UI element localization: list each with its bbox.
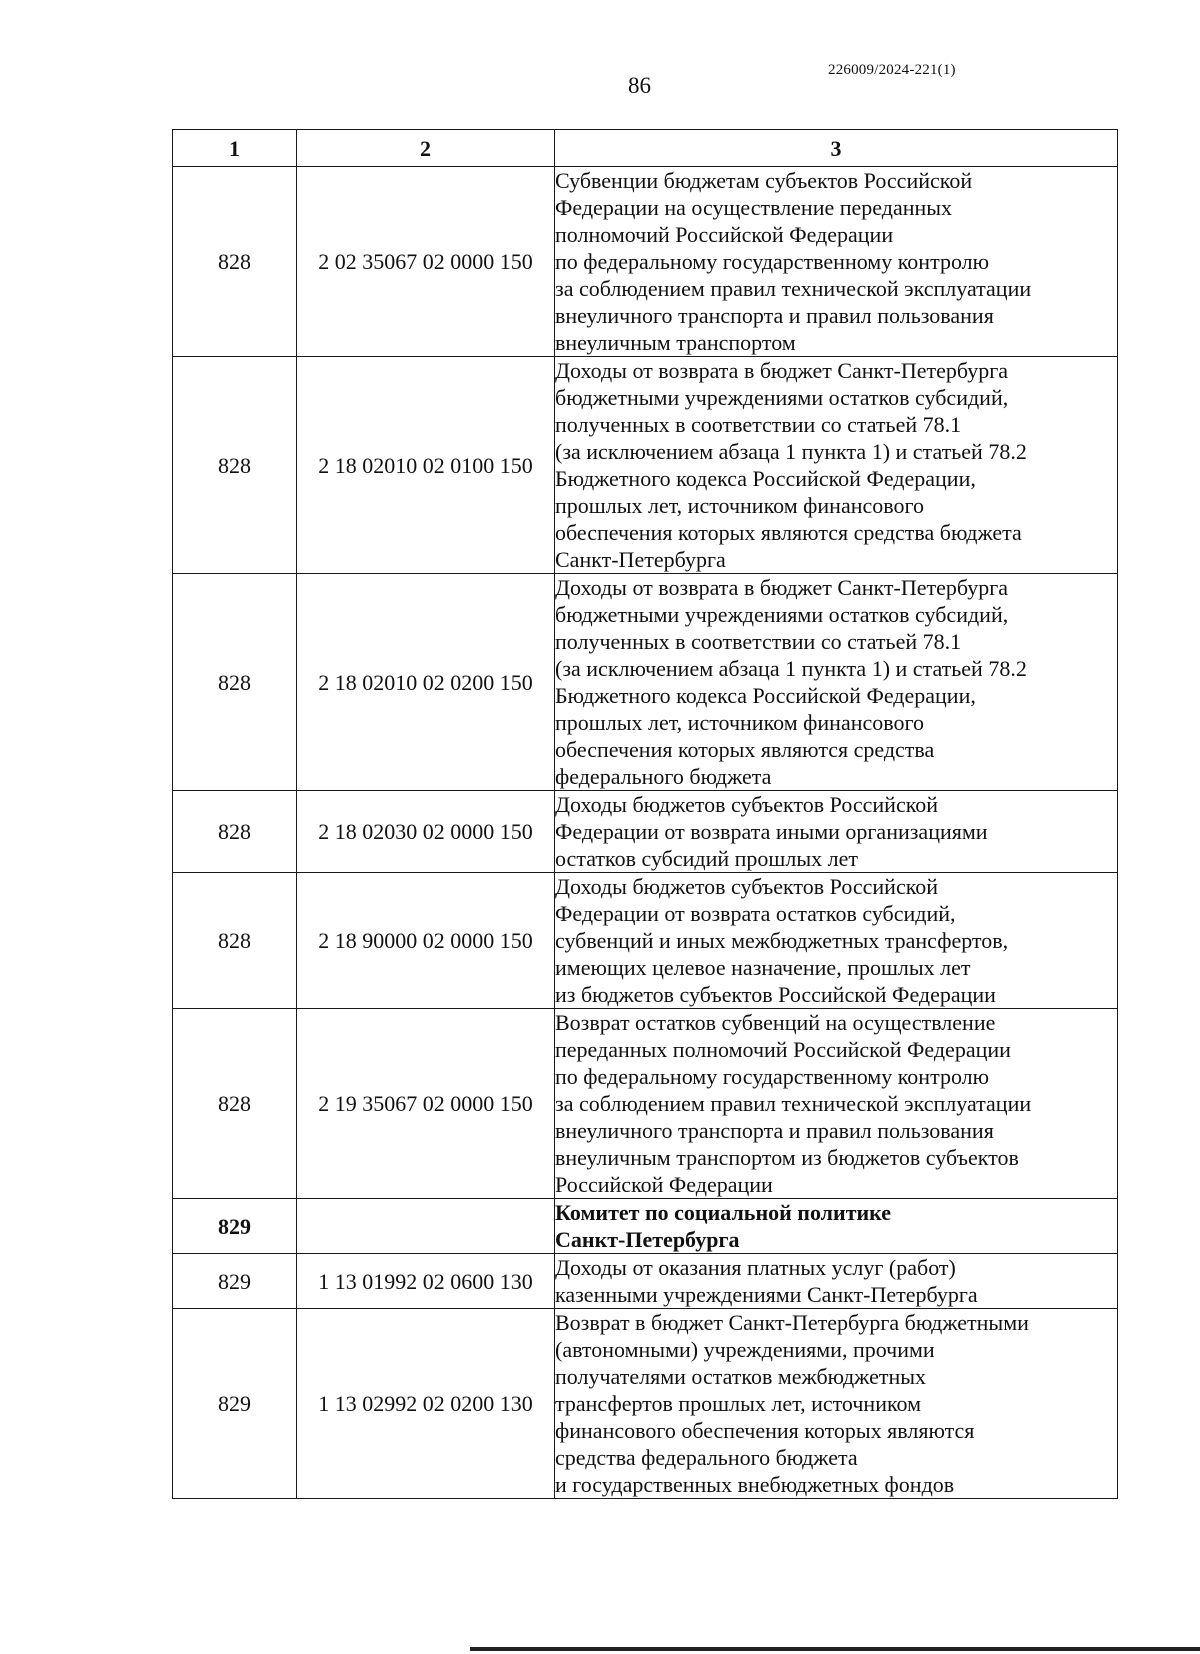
description-line: (за исключением абзаца 1 пункта 1) и статьей 78.2 xyxy=(555,439,1027,464)
budget-classification-code-cell: 2 02 35067 02 0000 150 xyxy=(297,167,555,357)
admin-code-cell: 828 xyxy=(173,1009,297,1199)
revenue-description-cell xyxy=(555,167,1118,357)
description-line: полученных в соответствии со статьей 78.1 xyxy=(555,629,962,654)
description-line: обеспечения которых являются средства xyxy=(555,737,935,762)
description-line: прошлых лет, источником финансового xyxy=(555,493,924,518)
description-line: Федерации от возврата иными организациями xyxy=(555,819,988,844)
revenue-description-cell xyxy=(555,1254,1118,1309)
budget-classification-code-cell: 2 18 02010 02 0100 150 xyxy=(297,357,555,574)
budget-revenue-table xyxy=(172,129,1118,1499)
table-row xyxy=(173,357,1118,574)
description-line: по федеральному государственному контролю xyxy=(555,249,990,274)
description-line: за соблюдением правил технической эксплуатации xyxy=(555,1091,1032,1116)
description-line: внеуличного транспорта и правил пользования xyxy=(555,1118,994,1143)
description-line: Бюджетного кодекса Российской Федерации, xyxy=(555,683,976,708)
description-line: внеуличным транспортом xyxy=(555,330,796,355)
page-number: 86 xyxy=(628,73,651,98)
admin-code-cell: 828 xyxy=(173,873,297,1009)
description-line: (за исключением абзаца 1 пункта 1) и статьей 78.2 xyxy=(555,656,1027,681)
description-line: (автономными) учреждениями, прочими xyxy=(555,1337,935,1362)
description-line: Возврат в бюджет Санкт-Петербурга бюджетными xyxy=(555,1310,1029,1335)
budget-classification-code-cell: 2 19 35067 02 0000 150 xyxy=(297,1009,555,1199)
description-line: субвенций и иных межбюджетных трансфертов, xyxy=(555,928,1009,953)
description-line: казенными учреждениями Санкт-Петербурга xyxy=(555,1282,978,1307)
table-row xyxy=(173,873,1118,1009)
admin-code-cell: 829 xyxy=(173,1309,297,1499)
revenue-description-cell xyxy=(555,574,1118,791)
description-line: Доходы от оказания платных услуг (работ) xyxy=(555,1255,956,1280)
column-header-3: 3 xyxy=(555,130,1118,167)
document-registration-number: 226009/2024-221(1) xyxy=(828,62,956,78)
table-row xyxy=(173,1199,1118,1254)
revenue-description-cell xyxy=(555,1009,1118,1199)
revenue-description-cell xyxy=(555,1199,1118,1254)
description-line: Федерации от возврата остатков субсидий, xyxy=(555,901,956,926)
description-line: Российской Федерации xyxy=(555,1172,773,1197)
table-row xyxy=(173,1309,1118,1499)
description-line: получателями остатков межбюджетных xyxy=(555,1364,927,1389)
description-line: имеющих целевое назначение, прошлых лет xyxy=(555,955,971,980)
description-line: Санкт-Петербурга xyxy=(555,1227,740,1252)
table-row xyxy=(173,167,1118,357)
description-line: полученных в соответствии со статьей 78.1 xyxy=(555,412,962,437)
description-line: Комитет по социальной политике xyxy=(555,1200,892,1225)
column-header-1: 1 xyxy=(173,130,297,167)
description-line: за соблюдением правил технической эксплуатации xyxy=(555,276,1032,301)
revenue-description-cell xyxy=(555,791,1118,873)
description-line: трансфертов прошлых лет, источником xyxy=(555,1391,922,1416)
table-header-row xyxy=(173,130,1118,167)
description-line: Доходы от возврата в бюджет Санкт-Петербурга xyxy=(555,575,1009,600)
description-line: финансового обеспечения которых являются xyxy=(555,1418,975,1443)
budget-classification-code-cell: 2 18 90000 02 0000 150 xyxy=(297,873,555,1009)
budget-classification-code-cell: 2 18 02010 02 0200 150 xyxy=(297,574,555,791)
description-line: Доходы от возврата в бюджет Санкт-Петербурга xyxy=(555,358,1009,383)
admin-code-cell: 828 xyxy=(173,791,297,873)
budget-classification-code-cell: 2 18 02030 02 0000 150 xyxy=(297,791,555,873)
description-line: внеуличного транспорта и правил пользования xyxy=(555,303,994,328)
description-line: внеуличным транспортом из бюджетов субъектов xyxy=(555,1145,1019,1170)
description-line: Возврат остатков субвенций на осуществление xyxy=(555,1010,996,1035)
admin-code-cell: 828 xyxy=(173,167,297,357)
description-line: прошлых лет, источником финансового xyxy=(555,710,924,735)
admin-code-cell: 828 xyxy=(173,357,297,574)
budget-classification-code-cell xyxy=(297,1199,555,1254)
description-line: остатков субсидий прошлых лет xyxy=(555,846,858,871)
table-row xyxy=(173,1254,1118,1309)
admin-code-cell: 828 xyxy=(173,574,297,791)
description-line: обеспечения которых являются средства бюджета xyxy=(555,520,1022,545)
scan-edge-line xyxy=(470,1647,1200,1651)
description-line: Субвенции бюджетам субъектов Российской xyxy=(555,168,973,193)
table-row xyxy=(173,791,1118,873)
revenue-description-cell xyxy=(555,357,1118,574)
description-line: полномочий Российской Федерации xyxy=(555,222,894,247)
column-header-2: 2 xyxy=(297,130,555,167)
table-row xyxy=(173,1009,1118,1199)
description-line: Федерации на осуществление переданных xyxy=(555,195,953,220)
admin-code-cell: 829 xyxy=(173,1199,297,1254)
description-line: переданных полномочий Российской Федерации xyxy=(555,1037,1011,1062)
description-line: Доходы бюджетов субъектов Российской xyxy=(555,792,939,817)
revenue-description-cell xyxy=(555,873,1118,1009)
description-line: и государственных внебюджетных фондов xyxy=(555,1472,955,1497)
description-line: Санкт-Петербурга xyxy=(555,547,726,572)
table-body xyxy=(173,167,1118,1499)
description-line: Бюджетного кодекса Российской Федерации, xyxy=(555,466,976,491)
description-line: средства федерального бюджета xyxy=(555,1445,858,1470)
description-line: федерального бюджета xyxy=(555,764,772,789)
description-line: из бюджетов субъектов Российской Федерации xyxy=(555,982,996,1007)
description-line: по федеральному государственному контролю xyxy=(555,1064,990,1089)
table-row xyxy=(173,574,1118,791)
description-line: бюджетными учреждениями остатков субсидий, xyxy=(555,602,1009,627)
description-line: Доходы бюджетов субъектов Российской xyxy=(555,874,939,899)
budget-classification-code-cell: 1 13 02992 02 0200 130 xyxy=(297,1309,555,1499)
revenue-description-cell xyxy=(555,1309,1118,1499)
budget-classification-code-cell: 1 13 01992 02 0600 130 xyxy=(297,1254,555,1309)
description-line: бюджетными учреждениями остатков субсидий, xyxy=(555,385,1009,410)
admin-code-cell: 829 xyxy=(173,1254,297,1309)
